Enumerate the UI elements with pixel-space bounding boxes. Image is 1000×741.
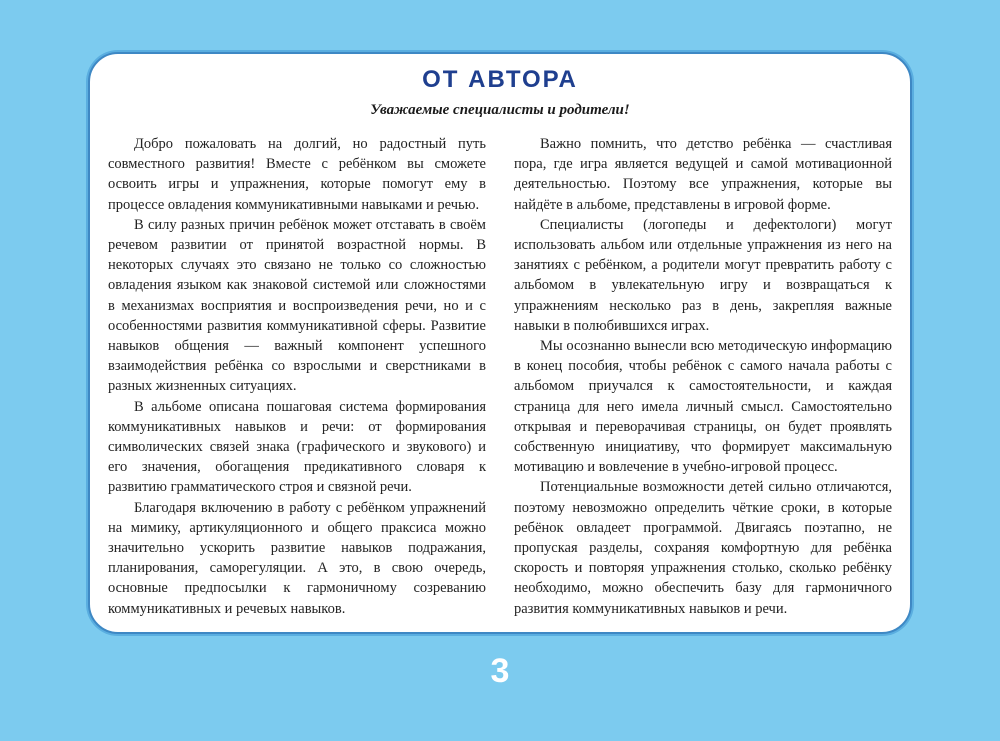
paragraph: Мы осознанно вынесли всю методическую информацию в конец пособия, чтобы ребёнок с самого начала работы с альбомом приучался к самостоятельности, и каждая страница для него имела личный смысл. Самостоятельно открывая и переворачивая страницы, он будет проявлять собственную инициативу, что формирует максимальную мотивацию и вовлечение в учебно-игровой процесс. <box>514 338 892 476</box>
page-title: ОТ АВТОРА <box>422 66 578 93</box>
content-card <box>88 52 912 634</box>
paragraph: В альбоме описана пошаговая система формирования коммуникативных навыков и речи: от формирования символических связей знака (графического и звукового) и его значения, обогащения предикативного словаря к развитию грамматического строя и связной речи. <box>108 398 486 496</box>
left-column <box>108 134 486 619</box>
page-number: 3 <box>490 652 510 690</box>
paragraph: Потенциальные возможности детей сильно отличаются, поэтому невозможно определить чёткие сроки, в которые ребёнок овладеет программой. Двигаясь поэтапно, не пропуская разделы, сохраняя комфортную для ребёнка скорость и повторяя упражнения столько, сколько ребёнку необходимо, можно обеспечить базу для гармоничного развития коммуникативных навыков и речи. <box>514 479 892 617</box>
right-column <box>514 134 892 619</box>
paragraph: В силу разных причин ребёнок может отставать в своём речевом развитии от принятой возрастной нормы. В некоторых случаях это связано не только со сложностью овладения языком как знаковой системой или сложностями в механизмах восприятия и воспроизведения речи, но и с особенностями развития коммуникативной сферы. Развитие навыков общения — важный компонент успешного взаимодействия ребёнка со взрослыми и сверстниками в разных жизненных ситуациях. <box>108 216 486 395</box>
paragraph: Специалисты (логопеды и дефектологи) могут использовать альбом или отдельные упражнения из него на занятиях с ребёнком, а родители могут превратить работу с альбомом в увлекательную игру и возвращаться к упражнениям несколько раз в день, закрепляя важные навыки в полюбившихся играх. <box>514 216 892 334</box>
paragraph: Благодаря включению в работу с ребёнком упражнений на мимику, артикуляционного и общего праксиса можно значительно ускорить развитие навыков подражания, планирования, саморегуляции. А это, в свою очередь, основные предпосылки к гармоничному созреванию коммуникативных и речевых навыков. <box>108 499 486 617</box>
page-subtitle: Уважаемые специалисты и родители! <box>370 102 630 118</box>
paragraph: Важно помнить, что детство ребёнка — счастливая пора, где игра является ведущей и самой мотивационной деятельностью. Поэтому все упражнения, которые вы найдёте в альбоме, представлены в игровой форме. <box>514 136 892 213</box>
paragraph: Добро пожаловать на долгий, но радостный путь совместного развития! Вместе с ребёнком вы сможете освоить игры и упражнения, которые помогут ему в процессе овладения коммуникативными навыками и речью. <box>108 136 486 213</box>
